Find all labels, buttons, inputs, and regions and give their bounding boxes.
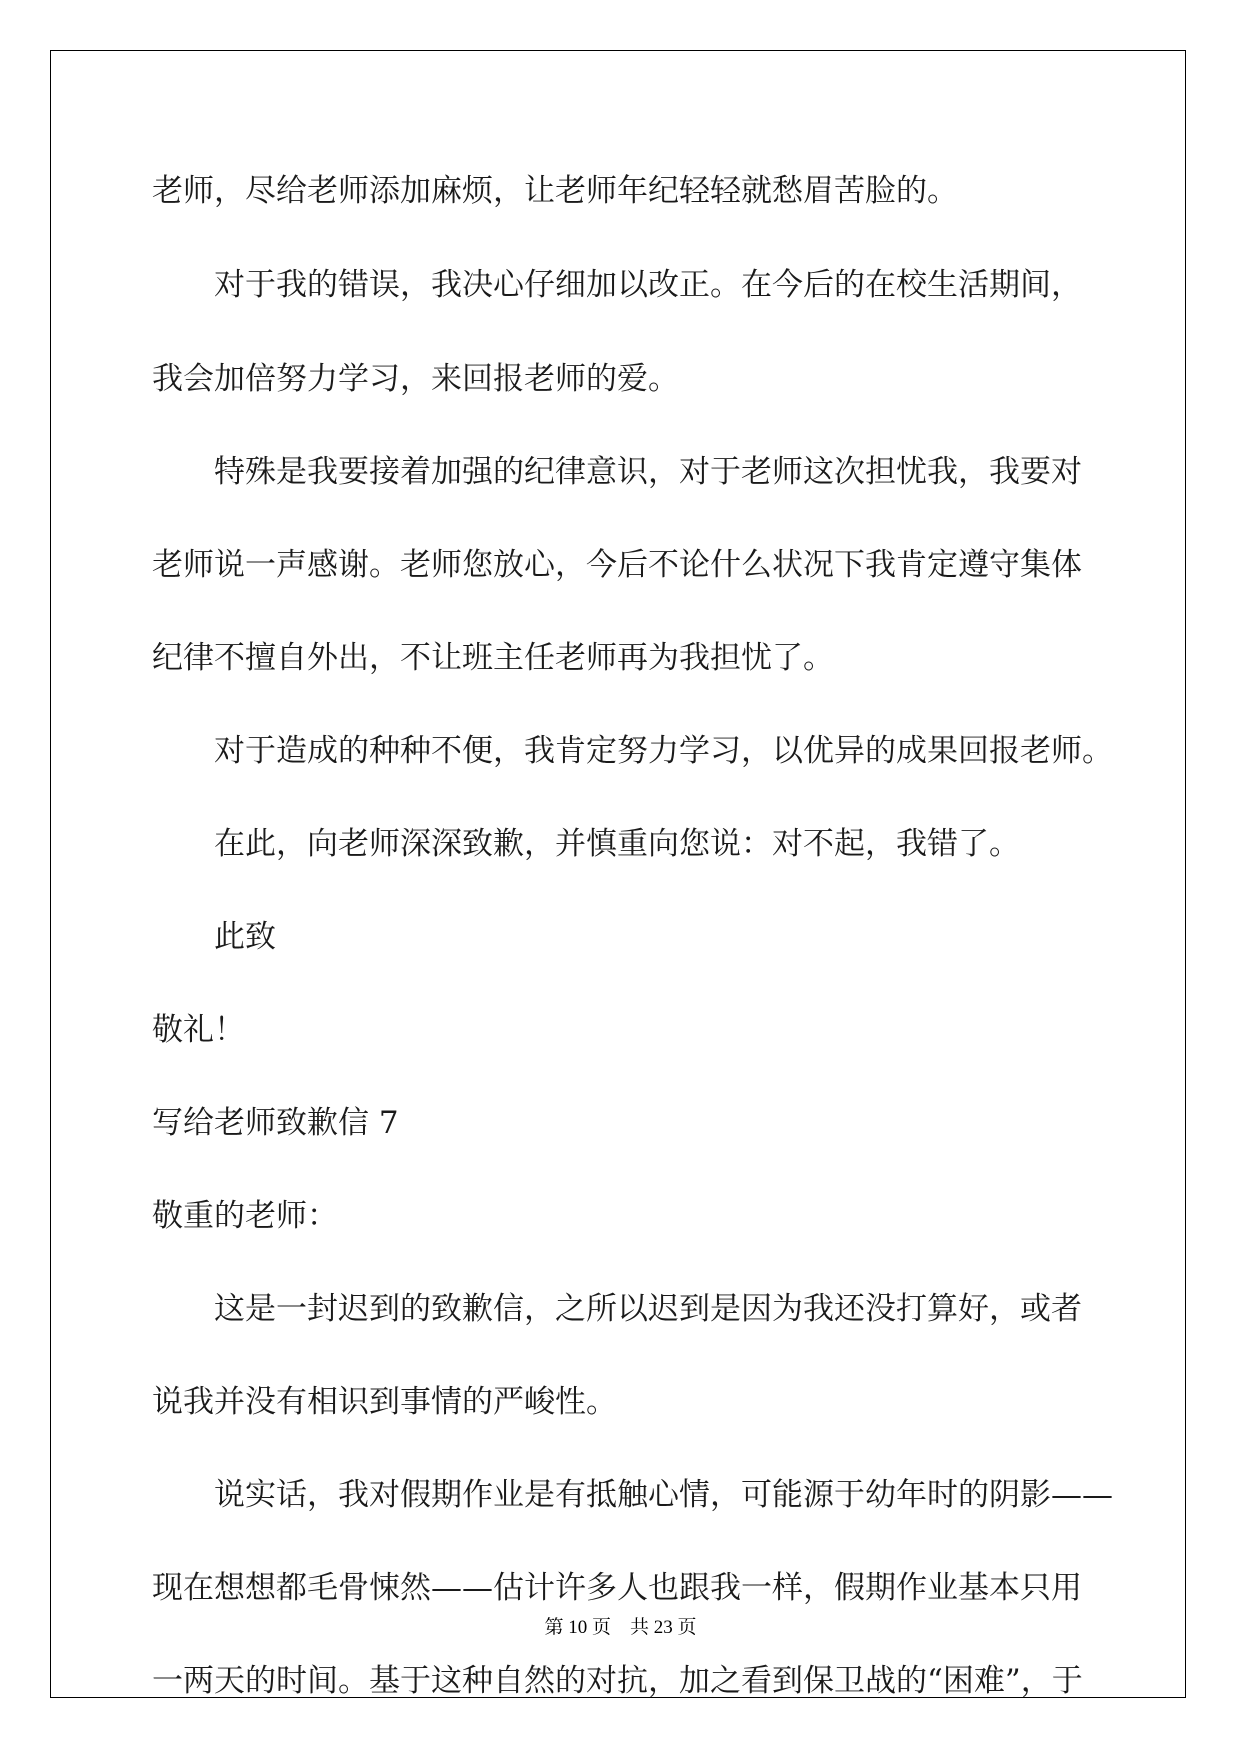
text-line: 现在想想都毛骨悚然——估计许多人也跟我一样，假期作业基本只用 — [152, 1570, 1082, 1606]
closing-line: 此致 — [214, 919, 276, 955]
text-line: 老师，尽给老师添加麻烦，让老师年纪轻轻就愁眉苦脸的。 — [152, 173, 958, 209]
paragraph-line: 特殊是我要接着加强的纪律意识，对于老师这次担忧我，我要对 — [214, 454, 1082, 490]
paragraph-line: 在此，向老师深深致歉，并慎重向您说：对不起，我错了。 — [214, 826, 1020, 862]
text-line: 说我并没有相识到事情的严峻性。 — [152, 1384, 617, 1420]
salutation-line: 敬礼！ — [152, 1012, 245, 1048]
text-line: 一两天的时间。基于这种自然的对抗，加之看到保卫战的“困难”，于 — [152, 1663, 1083, 1699]
paragraph-line: 对于我的错误，我决心仔细加以改正。在今后的在校生活期间， — [214, 267, 1082, 303]
text-line: 老师说一声感谢。老师您放心，今后不论什么状况下我肯定遵守集体 — [152, 547, 1082, 583]
greeting-line: 敬重的老师： — [152, 1198, 338, 1234]
text-line: 我会加倍努力学习，来回报老师的爱。 — [152, 361, 679, 397]
page-number-footer: 第 10 页 共 23 页 — [544, 1617, 697, 1638]
paragraph-line: 这是一封迟到的致歉信，之所以迟到是因为我还没打算好，或者 — [214, 1291, 1082, 1327]
section-title: 写给老师致歉信 7 — [152, 1105, 399, 1141]
paragraph-line: 说实话，我对假期作业是有抵触心情，可能源于幼年时的阴影—— — [214, 1477, 1113, 1513]
paragraph-line: 对于造成的种种不便，我肯定努力学习，以优异的成果回报老师。 — [214, 733, 1113, 769]
text-line: 纪律不擅自外出，不让班主任老师再为我担忧了。 — [152, 640, 834, 676]
